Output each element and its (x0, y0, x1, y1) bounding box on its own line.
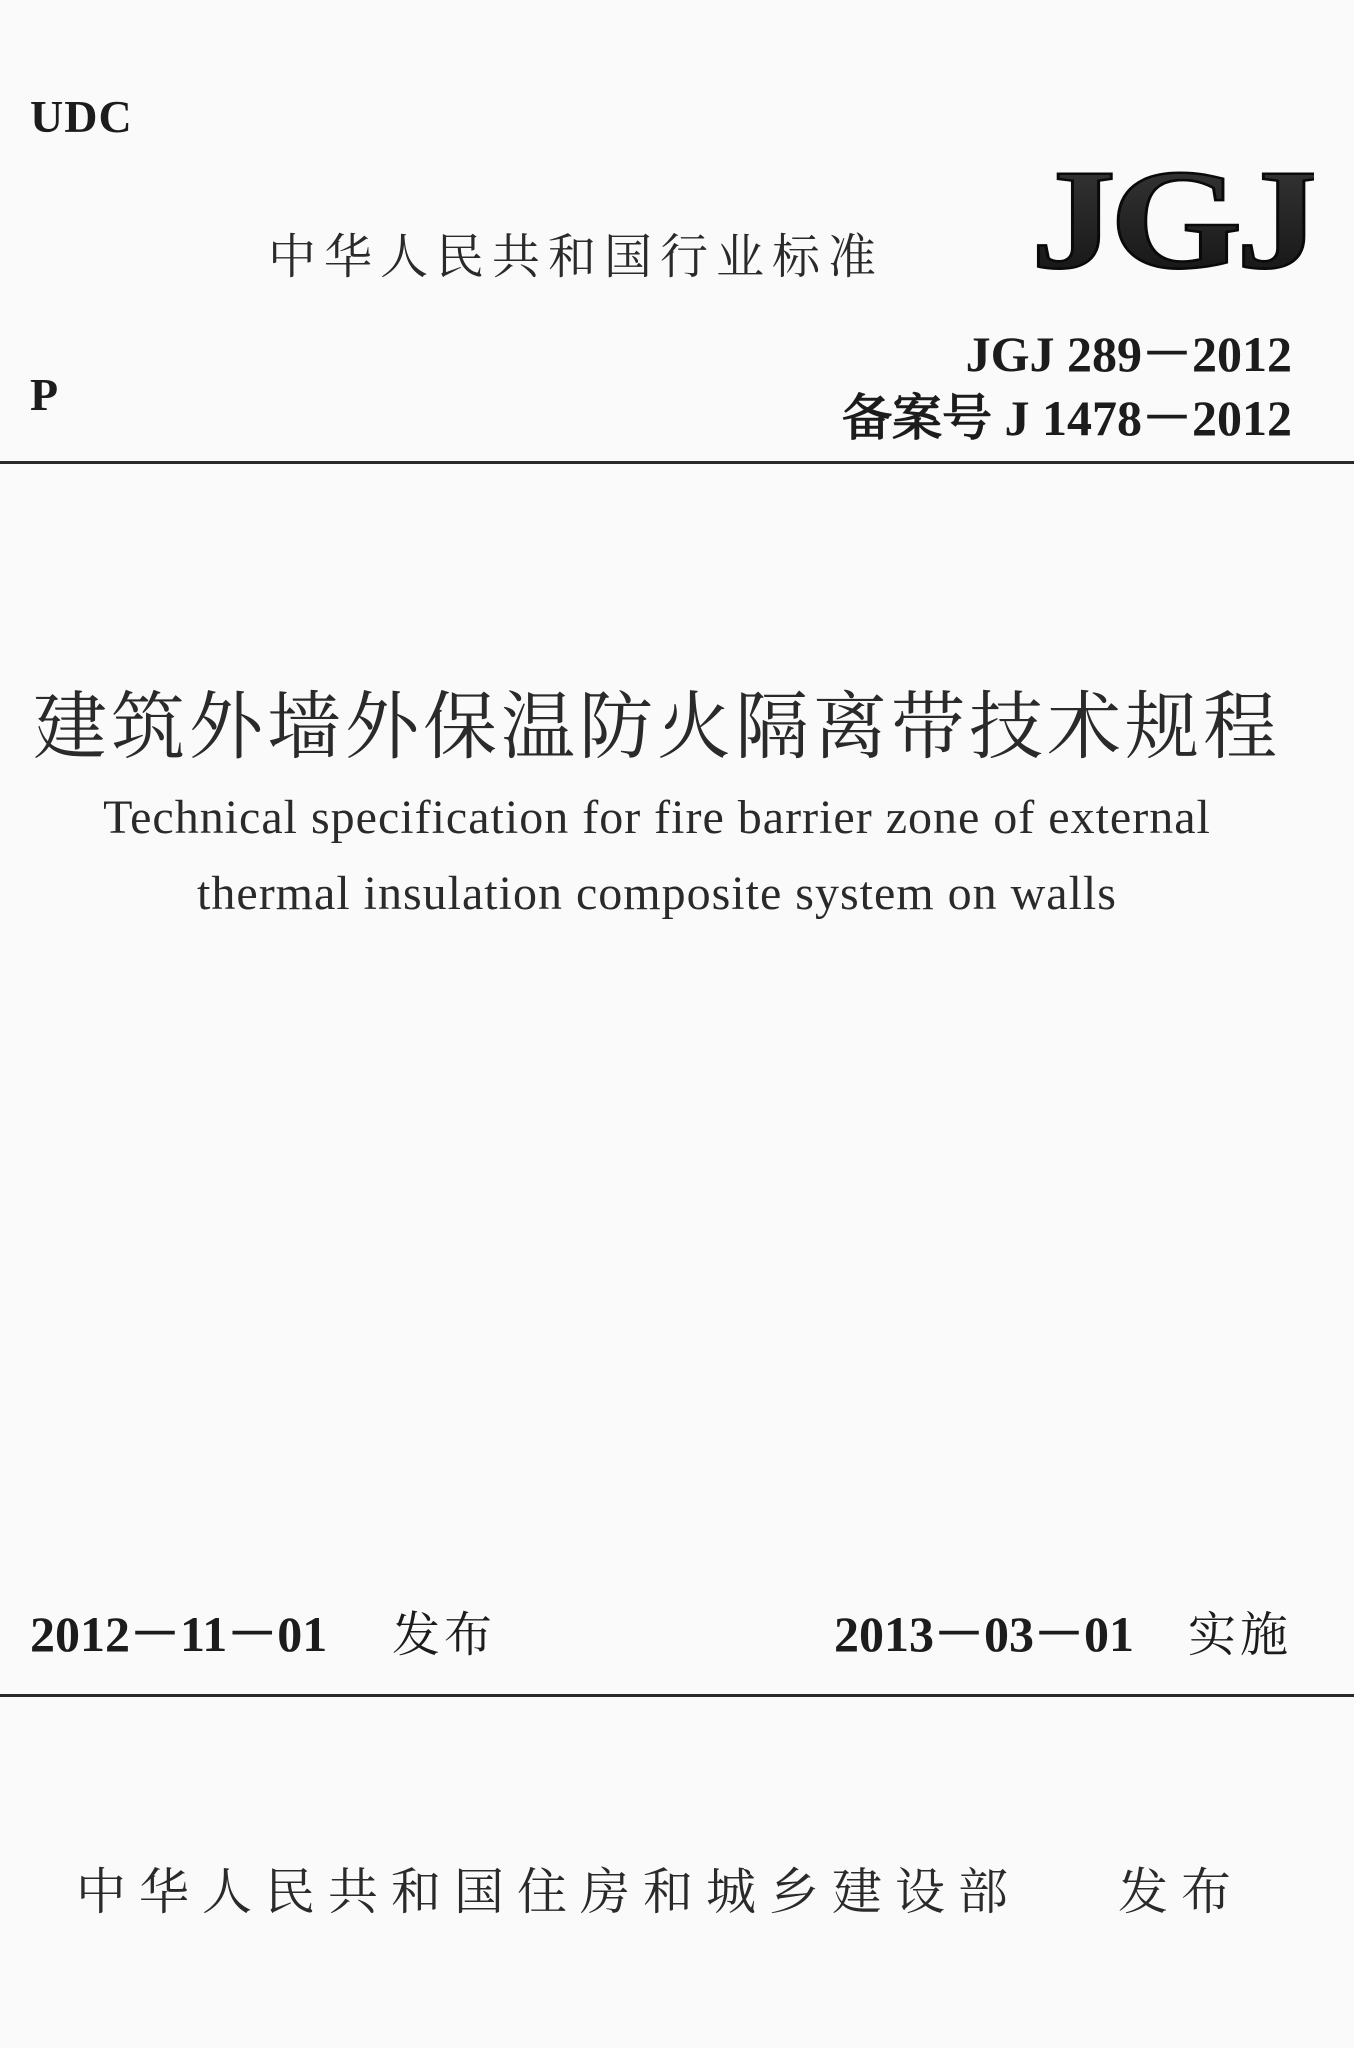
jgj-logo (1032, 148, 1314, 280)
header-divider (0, 461, 1354, 464)
jgj-logo-graphic (1032, 148, 1314, 280)
footer-divider (0, 1694, 1354, 1697)
record-number: 备案号 J 1478－2012 (842, 390, 1292, 446)
issue-date: 2012－11－01 (30, 1606, 328, 1662)
english-title-line-1: Technical specification for fire barrier zone of external (103, 791, 1211, 844)
udc-label: UDC (30, 91, 133, 142)
logo-text: JGJ (1032, 148, 1314, 280)
industry-standard-heading: 中华人民共和国行业标准 (268, 229, 885, 285)
chinese-title: 建筑外墙外保温防火隔离带技术规程 (33, 684, 1281, 770)
publisher-name: 中华人民共和国住房和城乡建设部 (76, 1863, 1021, 1921)
issue-label: 发布 (392, 1607, 497, 1663)
implementation-label: 实施 (1188, 1607, 1293, 1663)
classification-label: P (30, 369, 59, 420)
implementation-date: 2013－03－01 (834, 1606, 1134, 1662)
english-title-line-2: thermal insulation composite system on walls (197, 867, 1117, 920)
standard-number: JGJ 289－2012 (965, 326, 1292, 382)
publish-label: 发布 (1118, 1863, 1244, 1921)
